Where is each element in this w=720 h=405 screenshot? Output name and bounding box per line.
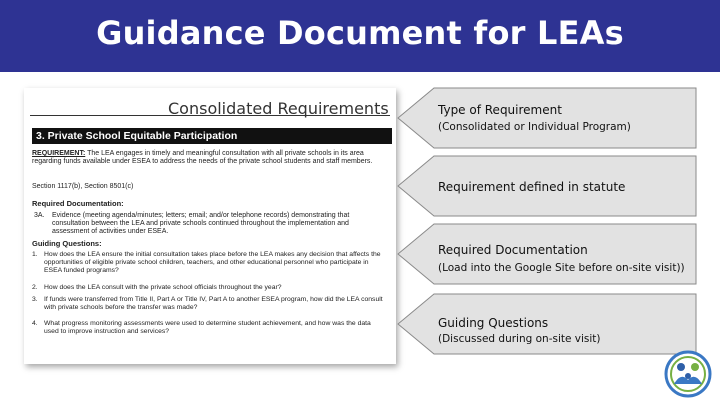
callout-title: Requirement defined in statute bbox=[438, 180, 626, 194]
callout-title: Required Documentation bbox=[438, 243, 588, 257]
slide-title: Guidance Document for LEAs bbox=[96, 14, 624, 52]
guiding-question: 4. What progress monitoring assessments were used to determine student achievement, and how was the data used to improve instruction and services? bbox=[32, 320, 371, 335]
callout-guiding-questions bbox=[396, 292, 698, 356]
callout-title: Guiding Questions bbox=[438, 316, 549, 330]
slide-header bbox=[0, 0, 720, 72]
callout-type-of-requirement bbox=[396, 86, 698, 150]
documentation-item: Evidence (meeting agenda/minutes; letters; email; and/or telephone records) demonstrating that consultation between the LEA and private schools continued throughout the implementation and assessment of activities under ESEA. bbox=[52, 212, 350, 236]
callout-title: Type of Requirement bbox=[438, 103, 562, 117]
requirement-paragraph bbox=[32, 150, 382, 166]
requirement-text: The LEA engages in timely and meaningful consultation with all private schools in its area regarding funds available under ESEA to address the needs of the private school students and staff members. bbox=[32, 150, 373, 166]
requirement-label: REQUIREMENT: bbox=[32, 150, 86, 157]
document-title-rule bbox=[30, 115, 390, 116]
family-logo-icon bbox=[664, 350, 712, 398]
callout-arrow-shape bbox=[396, 86, 698, 150]
document-excerpt bbox=[24, 88, 396, 364]
callout-required-documentation bbox=[396, 222, 698, 286]
required-documentation-label: Required Documentation: bbox=[32, 199, 124, 208]
callout-subtitle: (Discussed during on-site visit) bbox=[438, 333, 601, 345]
callout-subtitle: (Load into the Google Site before on-site visit)) bbox=[438, 262, 685, 274]
callout-requirement-defined bbox=[396, 154, 698, 218]
guiding-question: 3. If funds were transferred from Title II, Part A or Title IV, Part A to another ESEA program, how did the LEA consult with private schools before the transfer was made? bbox=[32, 296, 383, 311]
guiding-question: 2. How does the LEA consult with the private school officials throughout the year? bbox=[32, 284, 282, 291]
document-title: Consolidated Requirements bbox=[168, 99, 389, 118]
section-heading: 3. Private School Equitable Participation bbox=[32, 128, 392, 144]
guiding-questions-label: Guiding Questions: bbox=[32, 239, 102, 248]
guiding-question: 1. How does the LEA ensure the initial consultation takes place before the LEA makes any decision that affects the opportunities of eligible private school children, teachers, and other educational personnel who participate in ESEA funded programs? bbox=[32, 251, 381, 274]
callout-subtitle: (Consolidated or Individual Program) bbox=[438, 121, 631, 133]
documentation-item-number: 3A. bbox=[34, 212, 45, 219]
requirement-reference: Section 1117(b), Section 8501(c) bbox=[32, 183, 134, 190]
